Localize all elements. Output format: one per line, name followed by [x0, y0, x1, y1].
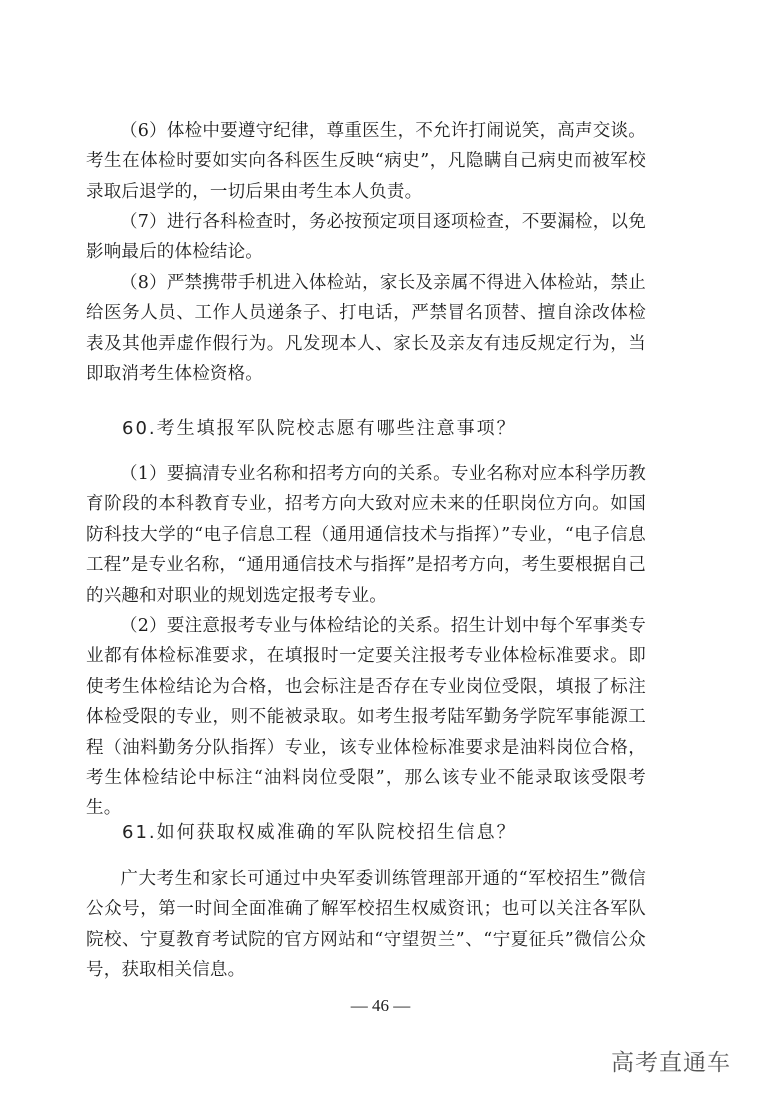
paragraph-text: （6）体检中要遵守纪律，尊重医生，不允许打闹说笑，高声交谈。考生在体检时要如实向各科医生反映“病史”，凡隐瞒自己病史而被军校录取后退学的，一切后果由考生本人负责。: [86, 121, 646, 202]
paragraph-text: （2）要注意报考专业与体检结论的关系。招生计划中每个军事类专业都有体检标准要求，在填报时一定要关注报考专业体检标准要求。即使考生体检结论为合格，也会标注是否存在专业岗位受限，填报了标注体检受限的专业，则不能被录取。如考生报考陆军勤务学院军事能源工程（油料勤务分队指挥）专业，该专业体检标准要求是油料岗位合格，考生体检结论中标注“油料岗位受限”，那么该专业不能录取该受限考生。: [86, 616, 646, 819]
paragraph-text: （8）严禁携带手机进入体检站，家长及亲属不得进入体检站，禁止给医务人员、工作人员递条子、打电话，严禁冒名顶替、擅自涂改体检表及其他弄虚作假行为。凡发现本人、家长及亲友有违反规定行为，当即取消考生体检资格。: [86, 273, 646, 385]
paragraph-text: （1）要搞清专业名称和招考方向的关系。专业名称对应本科学历教育阶段的本科教育专业，招考方向大致对应未来的任职岗位方向。如国防科技大学的“电子信息工程（通用通信技术与指挥）”专业，“电子信息工程”是专业名称，“通用通信技术与指挥”是招考方向，考生要根据自己的兴趣和对职业的规划选定报考专业。: [86, 464, 646, 606]
paragraph-item-8: [86, 268, 646, 390]
page-number: — 46 —: [350, 996, 411, 1015]
paragraph-item-7: [86, 207, 646, 268]
paragraph-q60-item-2: [86, 611, 646, 824]
paragraph-q61: [86, 864, 646, 986]
section-heading-61: 61.如何获取权威准确的军队院校招生信息？: [122, 822, 517, 843]
watermark: 高考直通车: [611, 1050, 731, 1076]
paragraph-q60-item-1: [86, 459, 646, 611]
paragraph-text: 广大考生和家长可通过中央军委训练管理部开通的“军校招生”微信公众号，第一时间全面准确了解军校招生权威资讯；也可以关注各军队院校、宁夏教育考试院的官方网站和“守望贺兰”、“宁夏征兵”微信公众号，获取相关信息。: [86, 869, 646, 981]
paragraph-text: （7）进行各科检查时，务必按预定项目逐项检查，不要漏检，以免影响最后的体检结论。: [86, 212, 646, 263]
section-heading-60: 60.考生填报军队院校志愿有哪些注意事项？: [122, 418, 517, 439]
paragraph-item-6: [86, 116, 646, 207]
